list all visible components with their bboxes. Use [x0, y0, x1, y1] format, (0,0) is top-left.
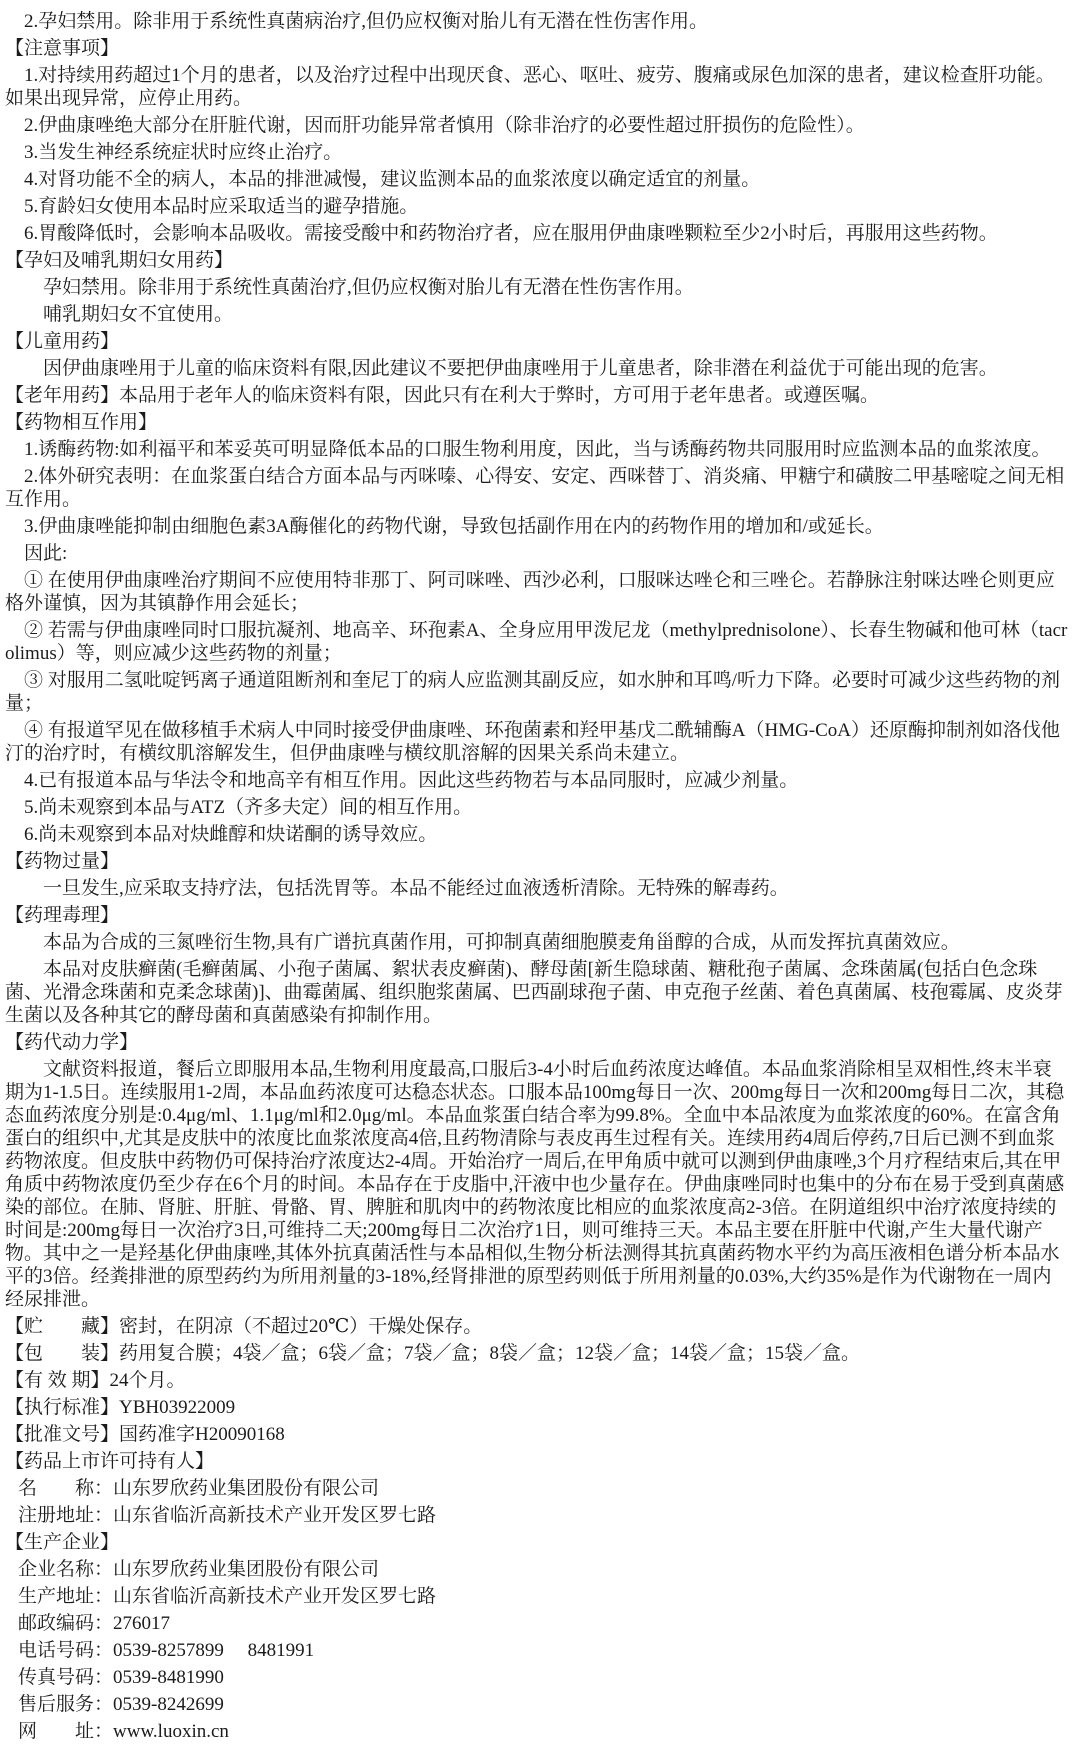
section-header: 【注意事项】 [5, 38, 120, 59]
list-item: 1.对持续用药超过1个月的患者，以及治疗过程中出现厌食、恶心、呕吐、疲劳、腹痛或尿色加深的患者，建议检查肝功能。如果出现异常，应停止用药。 [5, 65, 1055, 109]
list-item: 2.伊曲康唑绝大部分在肝脏代谢，因而肝功能异常者慎用（除非治疗的必要性超过肝损伤的危险性）。 [24, 115, 865, 136]
section-header: 【药物过量】 [5, 851, 120, 872]
list-item: 4.对肾功能不全的病人，本品的排泄减慢，建议监测本品的血浆浓度以确定适宜的剂量。 [24, 169, 761, 190]
body-paragraph: 孕妇禁用。除非用于系统性真菌治疗,但仍应权衡对胎儿有无潜在性伤害作用。 [43, 277, 694, 298]
section-header: 【儿童用药】 [5, 331, 120, 352]
info-line: 传真号码：0539-8481990 [18, 1667, 224, 1688]
list-item: ④ 有报道罕见在做移植手术病人中同时接受伊曲康唑、环孢菌素和羟甲基戊二酰辅酶A（HMG-CoA）还原酶抑制剂如洛伐他汀的治疗时，有横纹肌溶解发生，但伊曲康唑与横纹肌溶解的因果关系尚未建立。 [5, 720, 1061, 764]
section-header-inline: 【包 装】药用复合膜；4袋／盒；6袋／盒；7袋／盒；8袋／盒；12袋／盒；14袋／盒；15袋／盒。 [5, 1343, 861, 1364]
list-item: ① 在使用伊曲康唑治疗期间不应使用特非那丁、阿司咪唑、西沙必利，口服咪达唑仑和三唑仑。若静脉注射咪达唑仑则更应格外谨慎，因为其镇静作用会延长； [5, 570, 1055, 614]
section-header-inline: 【有 效 期】24个月。 [5, 1370, 186, 1391]
list-item: 6.尚未观察到本品对炔雌醇和炔诺酮的诱导效应。 [24, 824, 438, 845]
body-paragraph: 本品为合成的三氮唑衍生物,具有广谱抗真菌作用，可抑制真菌细胞膜麦角甾醇的合成，从而发挥抗真菌效应。 [43, 932, 960, 953]
list-item: 4.已有报道本品与华法令和地高辛有相互作用。因此这些药物若与本品同服时，应减少剂量。 [24, 770, 799, 791]
body-paragraph: 文献资料报道，餐后立即服用本品,生物利用度最高,口服后3-4小时后血药浓度达峰值。本品血浆消除相呈双相性,终末半衰期为1-1.5日。连续服用1-2周，本品血药浓度可达稳态状态。口服本品100mg每日一次、200mg每日一次和200mg每日二次，其稳态血药浓度分别是:0.4μg/ml、1.1μg/ml和2.0μg/ml。本品血浆蛋白结合率为99.8%。全血中本品浓度为血浆浓度的60%。在富含角蛋白的组织中,尤其是皮肤中的浓度比血浆浓度高4倍,且药物清除与表皮再生过程有关。连续用药4周后停药,7日后已测不到血浆药物浓度。但皮肤中药物仍可保持治疗浓度达2-4周。开始治疗一周后,在甲角质中就可以测到伊曲康唑,3个月疗程结束后,其在甲角质中药物浓度仍至少存在6个月的时间。本品存在于皮脂中,汗液中也少量存在。伊曲康唑同时也集中的分布在易于受到真菌感染的部位。在肺、肾脏、肝脏、骨骼、胃、脾脏和肌肉中的药物浓度比相应的血浆浓度高2-3倍。在阴道组织中治疗浓度持续的时间是:200mg每日一次治疗3日,可维持二天;200mg每日二次治疗1日，则可维持三天。本品主要在肝脏中代谢,产生大量代谢产物。其中之一是羟基化伊曲康唑,其体外抗真菌活性与本品相似,生物分析法测得其抗真菌药物水平约为高压液相色谱分析本品水平的3倍。经粪排泄的原型药约为所用剂量的3-18%,经肾排泄的原型药则低于所用剂量的0.03%,大约35%是作为代谢物在一周内经尿排泄。 [5, 1059, 1065, 1310]
section-header: 【药理毒理】 [5, 905, 120, 926]
list-item: ② 若需与伊曲康唑同时口服抗凝剂、地高辛、环孢素A、全身应用甲泼尼龙（methylprednisolone）、长春生物碱和他可林（tacrolimus）等，则应减少这些药物的剂量； [5, 620, 1068, 664]
info-line: 注册地址：山东省临沂高新技术产业开发区罗七路 [18, 1505, 437, 1526]
body-paragraph: 哺乳期妇女不宜使用。 [43, 304, 234, 325]
body-paragraph: 本品对皮肤癣菌(毛癣菌属、小孢子菌属、絮状表皮癣菌)、酵母菌[新生隐球菌、糖秕孢子菌属、念珠菌属(包括白色念珠菌、光滑念珠菌和克柔念球菌)]、曲霉菌属、组织胞浆菌属、巴西副球孢子菌、申克孢子丝菌、着色真菌属、枝孢霉属、皮炎芽生菌以及各种其它的酵母菌和真菌感染有抑制作用。 [5, 959, 1063, 1026]
list-item: ③ 对服用二氢吡啶钙离子通道阻断剂和奎尼丁的病人应监测其副反应，如水肿和耳鸣/听力下降。必要时可减少这些药物的剂量； [5, 670, 1061, 714]
section-header: 【药物相互作用】 [5, 412, 158, 433]
info-line: 名 称：山东罗欣药业集团股份有限公司 [18, 1478, 380, 1499]
info-line: 生产地址：山东省临沂高新技术产业开发区罗七路 [18, 1586, 437, 1607]
body-paragraph: 一旦发生,应采取支持疗法，包括洗胃等。本品不能经过血液透析清除。无特殊的解毒药。 [43, 878, 789, 899]
section-header: 【生产企业】 [5, 1532, 120, 1553]
list-item: 因此: [24, 543, 68, 564]
list-item: 5.育龄妇女使用本品时应采取适当的避孕措施。 [24, 196, 419, 217]
info-line: 售后服务：0539-8242699 [18, 1694, 224, 1715]
list-item: 2.孕妇禁用。除非用于系统性真菌病治疗,但仍应权衡对胎儿有无潜在性伤害作用。 [24, 11, 709, 32]
section-header: 【药代动力学】 [5, 1032, 139, 1053]
info-line: 网 址：www.luoxin.cn [18, 1721, 229, 1742]
list-item: 1.诱酶药物:如利福平和苯妥英可明显降低本品的口服生物利用度，因此，当与诱酶药物共同服用时应监测本品的血浆浓度。 [24, 439, 1051, 460]
section-header-inline: 【批准文号】国药准字H20090168 [5, 1424, 285, 1445]
info-line: 邮政编码：276017 [18, 1613, 171, 1634]
list-item: 5.尚未观察到本品与ATZ（齐多夫定）间的相互作用。 [24, 797, 473, 818]
info-line: 企业名称：山东罗欣药业集团股份有限公司 [18, 1559, 380, 1580]
list-item: 3.当发生神经系统症状时应终止治疗。 [24, 142, 343, 163]
section-header-inline: 【老年用药】本品用于老年人的临床资料有限，因此只有在利大于弊时，方可用于老年患者。或遵医嘱。 [5, 385, 880, 406]
list-item: 2.体外研究表明：在血浆蛋白结合方面本品与丙咪嗪、心得安、安定、西咪替丁、消炎痛、甲糖宁和磺胺二甲基嘧啶之间无相互作用。 [5, 466, 1065, 510]
body-paragraph: 因伊曲康唑用于儿童的临床资料有限,因此建议不要把伊曲康唑用于儿童患者，除非潜在利益优于可能出现的危害。 [43, 358, 998, 379]
info-line: 电话号码：0539-8257899 8481991 [18, 1640, 315, 1661]
section-header: 【孕妇及哺乳期妇女用药】 [5, 250, 234, 271]
list-item: 3.伊曲康唑能抑制由细胞色素3A酶催化的药物代谢，导致包括副作用在内的药物作用的增加和/或延长。 [24, 516, 884, 537]
section-header-inline: 【贮 藏】密封，在阴凉（不超过20℃）干燥处保存。 [5, 1316, 483, 1337]
list-item: 6.胃酸降低时，会影响本品吸收。需接受酸中和药物治疗者，应在服用伊曲康唑颗粒至少2小时后，再服用这些药物。 [24, 223, 998, 244]
section-header-inline: 【执行标准】YBH03922009 [5, 1397, 236, 1418]
section-header: 【药品上市许可持有人】 [5, 1451, 215, 1472]
